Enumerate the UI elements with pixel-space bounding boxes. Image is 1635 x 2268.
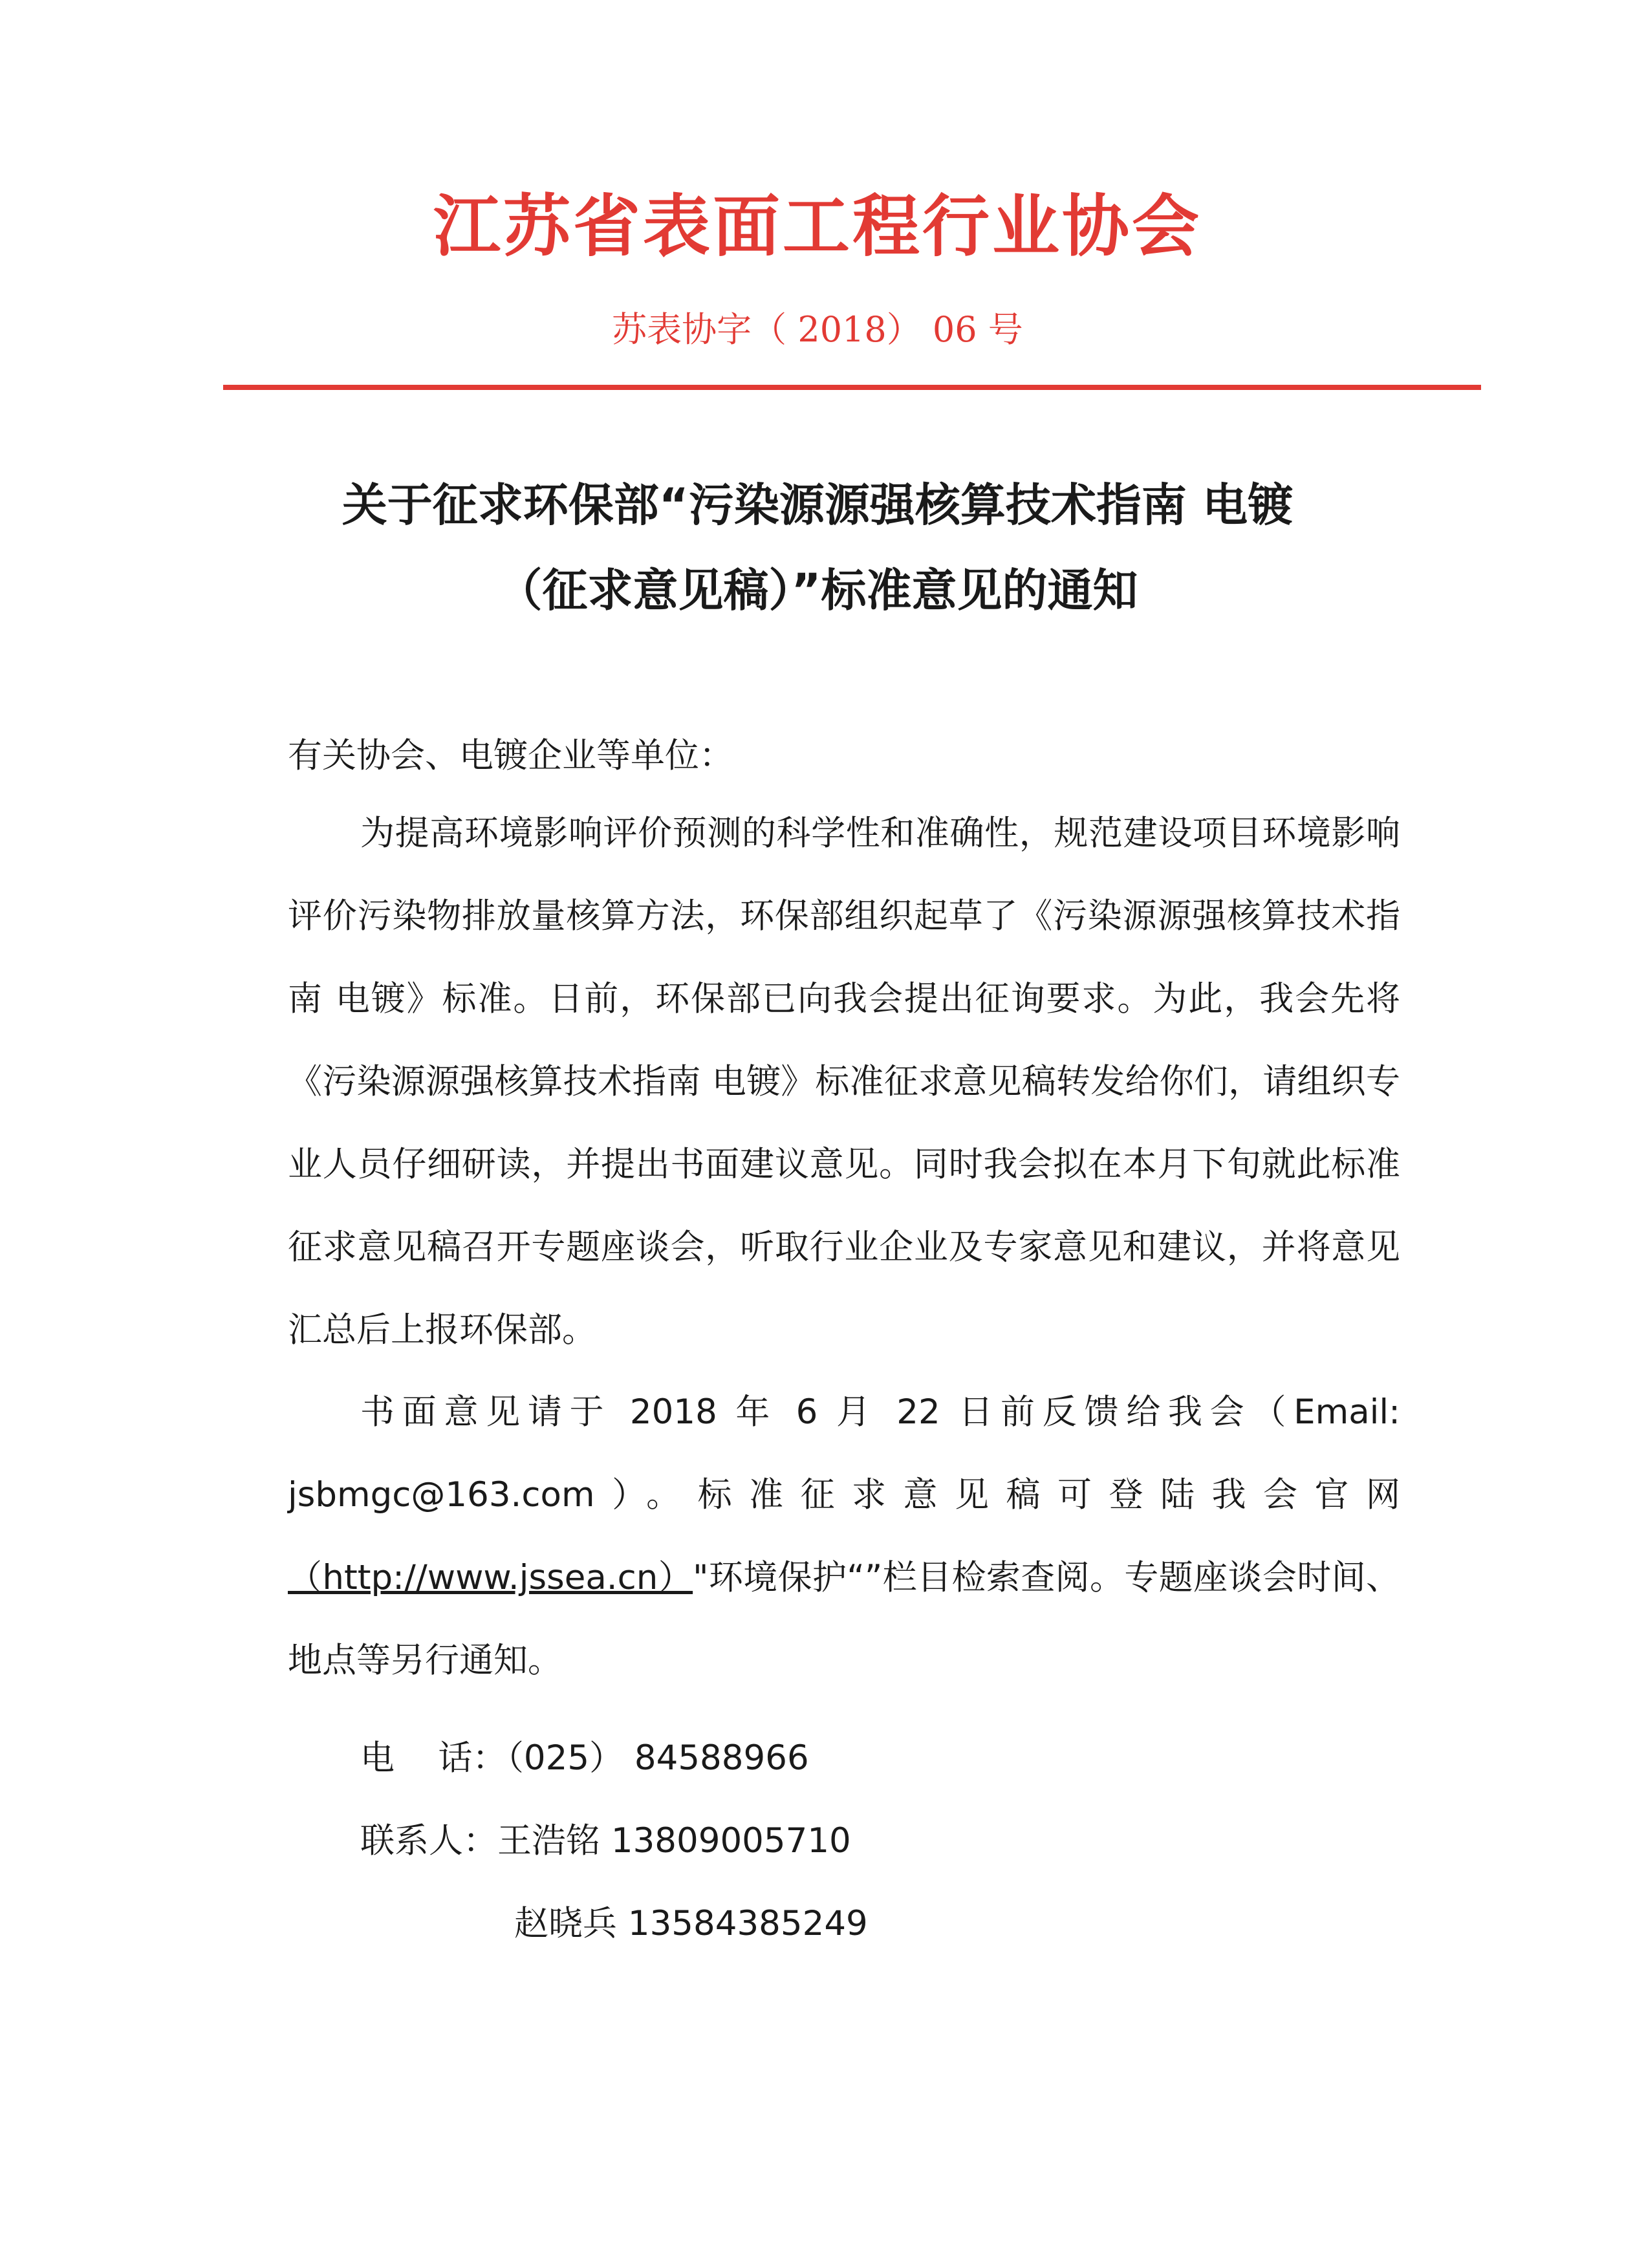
title-line-2: （征求意见稿）”标准意见的通知 [497, 564, 1138, 617]
organization-name: 江苏省表面工程行业协会 [433, 187, 1202, 266]
document-title [0, 462, 1635, 633]
paragraph-2-text-a: 书面意见请于 2018 年 6 月 22 日前反馈给我会（Email: jsbmgc@163.com）。标准征求意见稿可登陆我会官网 [288, 1392, 1400, 1515]
letterhead-divider [223, 385, 1481, 390]
body-paragraph-1: 为提高环境影响评价预测的科学性和准确性，规范建设项目环境影响评价污染物排放量核算方法，环保部组织起草了《污染源源强核算技术指南 电镀》标准。日前，环保部已向我会提出征询要求。为此，我会先将《污染源源强核算技术指南 电镀》标准征求意见稿转发给你们，请组织专业人员仔细研读，并提出书面建议意见。同时我会拟在本月下旬就此标准征求意见稿召开专题座谈会，听取行业企业及专家意见和建议，并将意见汇总后上报环保部。 [288, 814, 1400, 1350]
phone-line: 电 话：（025） 84588966 [360, 1738, 809, 1778]
contact-person-1: 联系人：王浩铭 13809005710 [360, 1821, 851, 1861]
contact-person-2: 赵晓兵 13584385249 [514, 1904, 868, 1943]
body-paragraph-2 [288, 1371, 1400, 1702]
website-link[interactable]: （http://www.jssea.cn） [288, 1558, 693, 1597]
document-number: 苏表协字（ 2018） 06 号 [612, 309, 1023, 350]
title-line-1: 关于征求环保部“污染源源强核算技术指南 电镀 [341, 479, 1294, 532]
paragraph-2-text-b: "环境保护“”栏目检索查阅。专题座谈会时间、地点等另行通知。 [288, 1558, 1400, 1680]
salutation: 有关协会、电镀企业等单位： [288, 736, 733, 775]
